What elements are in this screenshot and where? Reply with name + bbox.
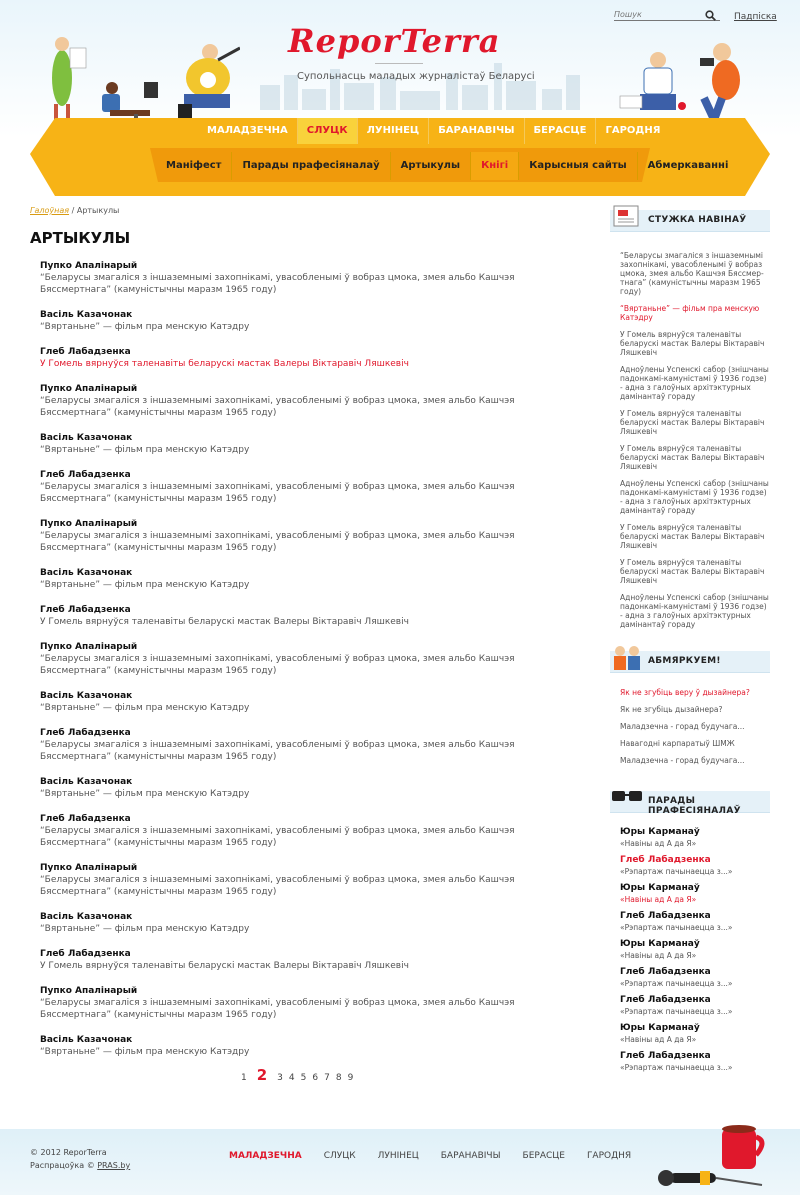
article-author[interactable]: Глеб Лабадзенка <box>40 347 131 357</box>
article-item <box>40 862 570 898</box>
city-nav-item[interactable]: БАРАНАВІЧЫ <box>429 118 524 144</box>
advice-topic[interactable]: «Рэпартаж пачынаецца з...» <box>620 1007 733 1016</box>
article-author[interactable]: Глеб Лабадзенка <box>40 470 131 480</box>
footer-nav-item[interactable]: БАРАНАВІЧЫ <box>440 1151 501 1161</box>
news-feed-item[interactable]: У Гомель вярнуўся таленавіты беларускі мастак Валеры Віктаравіч Ляшкевіч <box>620 330 765 357</box>
developed-by-text: Распрацоўка © <box>30 1161 95 1170</box>
footer-navigation <box>229 1151 653 1161</box>
page-link[interactable]: 6 <box>312 1073 319 1083</box>
article-title-link[interactable]: “Беларусы змагаліся з іншаземнымі захопнікамі, увасобленымі ў вобраз цмока, змея альбо Кашчэя Бяссмертнага” (камуністычны маразм 1965 году) <box>40 740 515 762</box>
advice-topic[interactable]: «Навіны ад А да Я» <box>620 951 697 960</box>
news-feed-header <box>610 210 770 232</box>
section-nav-item[interactable]: Карысныя сайты <box>519 152 637 180</box>
article-title-link[interactable]: “Беларусы змагаліся з іншаземнымі захопнікамі, увасобленымі ў вобраз цмока, змея альбо Кашчэя Бяссмертнага” (камуністычны маразм 1965 году) <box>40 531 515 553</box>
article-item <box>40 641 570 677</box>
article-title-link[interactable]: “Беларусы змагаліся з іншаземнымі захопнікамі, увасобленымі ў вобраз цмока, змея альбо Кашчэя Бяссмертнага” (камуністычны маразм 1965 году) <box>40 826 515 848</box>
article-item <box>40 1034 570 1058</box>
advice-header <box>610 791 770 816</box>
city-skyline-illustration <box>250 55 600 110</box>
current-page[interactable]: 2 <box>256 1066 268 1084</box>
advice-author[interactable]: Юры Карманаў <box>620 939 700 949</box>
advice-author[interactable]: Глеб Лабадзенка <box>620 911 711 921</box>
article-item <box>40 690 570 714</box>
footer-nav-item[interactable]: ГАРОДНЯ <box>586 1151 632 1161</box>
article-item <box>40 309 570 333</box>
glasses-icon <box>610 781 644 813</box>
news-feed-item[interactable]: У Гомель вярнуўся таленавіты беларускі мастак Валеры Віктаравіч Ляшкевіч <box>620 444 765 471</box>
article-author[interactable]: Глеб Лабадзенка <box>40 728 131 738</box>
article-author[interactable]: Глеб Лабадзенка <box>40 814 131 824</box>
footer-nav-item[interactable]: МАЛАДЗЕЧНА <box>229 1151 302 1161</box>
article-title-link[interactable]: У Гомель вярнуўся таленавіты беларускі мастак Валеры Віктаравіч Ляшкевіч <box>40 359 409 369</box>
advice-topic[interactable]: «Рэпартаж пачынаецца з...» <box>620 979 733 988</box>
news-feed-item[interactable]: Адноўлены Успенскі сабор (знішчаны падонкамі-камуністамі ў 1936 годзе) - адна з галоўных архітэктурных дамінантаў гораду <box>620 593 769 629</box>
section-nav-item[interactable]: Маніфест <box>156 152 232 180</box>
discuss-list <box>620 688 770 773</box>
article-title-link[interactable]: “Вяртаньне” — фільм пра менскую Катэдру <box>40 322 250 332</box>
article-author[interactable]: Васіль Казачонак <box>40 568 133 578</box>
article-item <box>40 948 570 972</box>
article-title-link[interactable]: “Вяртаньне” — фільм пра менскую Катэдру <box>40 789 250 799</box>
discuss-item[interactable]: Як не згубіць дызайнера? <box>620 705 723 714</box>
article-title-link[interactable]: “Беларусы змагаліся з іншаземнымі захопнікамі, увасобленымі ў вобраз цмока, змея альбо Кашчэя Бяссмертнага” (камуністычны маразм 1965 году) <box>40 654 515 676</box>
news-feed-item[interactable]: “Беларусы змагаліся з іншаземнымі захопнікамі, увасобленымі ў вобраз цмока, змея альбо Кашчэя Бяссмер- тнага” (камуністычны маразм 1965 году) <box>620 251 764 296</box>
section-navigation <box>156 152 738 180</box>
city-nav-item[interactable]: ЛУНІНЕЦ <box>358 118 430 144</box>
footer-nav-item[interactable]: СЛУЦК <box>323 1151 356 1161</box>
article-author[interactable]: Глеб Лабадзенка <box>40 949 131 959</box>
article-title-link[interactable]: “Вяртаньне” — фільм пра менскую Катэдру <box>40 924 250 934</box>
article-author[interactable]: Пупко Апалінарый <box>40 261 138 271</box>
article-list <box>40 260 570 1071</box>
discuss-header <box>610 651 770 673</box>
advice-author[interactable]: Глеб Лабадзенка <box>620 995 711 1005</box>
article-item <box>40 383 570 419</box>
article-author[interactable]: Васіль Казачонак <box>40 691 133 701</box>
page-link[interactable]: 5 <box>300 1073 307 1083</box>
article-author[interactable]: Пупко Апалінарый <box>40 986 138 996</box>
article-author[interactable]: Васіль Казачонак <box>40 433 133 443</box>
news-feed-list <box>620 251 770 637</box>
news-feed-item[interactable]: У Гомель вярнуўся таленавіты беларускі мастак Валеры Віктаравіч Ляшкевіч <box>620 558 765 585</box>
page-link[interactable]: 1 <box>241 1073 247 1083</box>
article-title-link[interactable]: “Вяртаньне” — фільм пра менскую Катэдру <box>40 703 250 713</box>
article-item <box>40 346 570 370</box>
footer-nav-item[interactable]: ЛУНІНЕЦ <box>377 1151 419 1161</box>
page-title: АРТЫКУЛЫ <box>30 229 131 247</box>
advice-author[interactable]: Юры Карманаў <box>620 1023 700 1033</box>
subscribe-link[interactable]: Падпіска <box>734 12 777 22</box>
article-item <box>40 776 570 800</box>
article-title-link[interactable]: У Гомель вярнуўся таленавіты беларускі мастак Валеры Віктаравіч Ляшкевіч <box>40 961 409 971</box>
discuss-item[interactable]: Маладзечна - горад будучага... <box>620 756 745 765</box>
city-nav-item[interactable]: БЕРАСЦЕ <box>525 118 597 144</box>
article-author[interactable]: Пупко Апалінарый <box>40 519 138 529</box>
article-title-link[interactable]: “Беларусы змагаліся з іншаземнымі захопнікамі, увасобленымі ў вобраз цмока, змея альбо Кашчэя Бяссмертнага” (камуністычны маразм 1965 году) <box>40 273 515 295</box>
article-item <box>40 469 570 505</box>
advice-author[interactable]: Юры Карманаў <box>620 827 700 837</box>
article-author[interactable]: Васіль Казачонак <box>40 310 133 320</box>
article-author[interactable]: Пупко Апалінарый <box>40 642 138 652</box>
discuss-item[interactable]: Як не згубіць веру ў дызайнера? <box>620 688 750 697</box>
advice-topic[interactable]: «Навіны ад А да Я» <box>620 895 697 904</box>
article-author[interactable]: Васіль Казачонак <box>40 777 133 787</box>
article-item <box>40 260 570 296</box>
article-item <box>40 518 570 554</box>
footer-nav-item[interactable]: БЕРАСЦЕ <box>522 1151 565 1161</box>
news-feed-title: СТУЖКА НАВІНАЎ <box>648 215 747 225</box>
article-item <box>40 567 570 591</box>
article-title-link[interactable]: “Вяртаньне” — фільм пра менскую Катэдру <box>40 580 250 590</box>
advice-author[interactable]: Глеб Лабадзенка <box>620 967 711 977</box>
city-nav-item[interactable]: СЛУЦК <box>298 118 358 144</box>
advice-list <box>620 826 770 1078</box>
copyright-text: © 2012 ReporTerra <box>30 1148 107 1157</box>
logo-divider <box>375 63 423 64</box>
section-nav-item[interactable]: Артыкулы <box>391 152 471 180</box>
site-tagline: Супольнасць маладых журналістаў Беларусі <box>297 71 535 82</box>
breadcrumb-separator: / <box>71 206 75 215</box>
article-title-link[interactable]: У Гомель вярнуўся таленавіты беларускі мастак Валеры Віктаравіч Ляшкевіч <box>40 617 409 627</box>
article-item <box>40 432 570 456</box>
discuss-item[interactable]: Навагодні карпаратыў ШМЖ <box>620 739 735 748</box>
article-title-link[interactable]: “Беларусы змагаліся з іншаземнымі захопнікамі, увасобленымі ў вобраз цмока, змея альбо Кашчэя Бяссмертнага” (камуністычны маразм 1965 году) <box>40 998 515 1020</box>
article-title-link[interactable]: “Беларусы змагаліся з іншаземнымі захопнікамі, увасобленымі ў вобраз цмока, змея альбо Кашчэя Бяссмертнага” (камуністычны маразм 1965 году) <box>40 482 515 504</box>
news-feed-item[interactable]: У Гомель вярнуўся таленавіты беларускі мастак Валеры Віктаравіч Ляшкевіч <box>620 409 765 436</box>
advice-author[interactable]: Глеб Лабадзенка <box>620 1051 711 1061</box>
people-talking-icon <box>610 641 644 673</box>
footer <box>0 1129 800 1195</box>
article-author[interactable]: Пупко Апалінарый <box>40 863 138 873</box>
city-nav-item[interactable]: ГАРОДНЯ <box>605 125 661 136</box>
search-input[interactable] <box>614 8 704 20</box>
advice-topic[interactable]: «Навіны ад А да Я» <box>620 839 697 848</box>
breadcrumb <box>30 206 119 215</box>
news-feed-item[interactable]: Адноўлены Успенскі сабор (знішчаны падонкамі-камуністамі ў 1936 годзе) - адна з галоўных архітэктурных дамінантаў гораду <box>620 479 769 515</box>
developer-link[interactable]: PRAS.by <box>97 1161 131 1170</box>
article-title-link[interactable]: “Беларусы змагаліся з іншаземнымі захопнікамі, увасобленымі ў вобраз цмока, змея альбо Кашчэя Бяссмертнага” (камуністычны маразм 1965 году) <box>40 396 515 418</box>
page-link[interactable]: 4 <box>288 1073 295 1083</box>
section-nav-item[interactable]: Абмеркаванні <box>647 160 729 171</box>
discuss-item[interactable]: Маладзечна - горад будучага... <box>620 722 745 731</box>
article-title-link[interactable]: “Беларусы змагаліся з іншаземнымі захопнікамі, увасобленымі ў вобраз цмока, змея альбо Кашчэя Бяссмертнага” (камуністычны маразм 1965 году) <box>40 875 515 897</box>
advice-topic[interactable]: «Рэпартаж пачынаецца з...» <box>620 1063 733 1072</box>
article-author[interactable]: Глеб Лабадзенка <box>40 605 131 615</box>
discuss-title: АБМЯРКУЕМ! <box>648 656 721 666</box>
advice-title: ПАРАДЫ ПРАФЕСІЯНАЛАЎ <box>648 796 741 816</box>
pagination <box>238 1066 356 1084</box>
section-nav-item[interactable]: Кнігі <box>471 152 519 180</box>
city-navigation <box>198 118 669 144</box>
article-item <box>40 727 570 763</box>
news-feed-item[interactable]: Адноўлены Успенскі сабор (знішчаны падонкамі-камуністамі ў 1936 годзе) - адна з галоўных архітэктурных дамінантаў гораду <box>620 365 769 401</box>
article-title-link[interactable]: “Вяртаньне” — фільм пра менскую Катэдру <box>40 445 250 455</box>
advice-author[interactable]: Юры Карманаў <box>620 883 700 893</box>
news-feed-item[interactable]: У Гомель вярнуўся таленавіты беларускі мастак Валеры Віктаравіч Ляшкевіч <box>620 523 765 550</box>
page-link[interactable]: 9 <box>347 1073 354 1083</box>
breadcrumb-home-link[interactable]: Галоўная <box>30 206 70 215</box>
article-item <box>40 911 570 935</box>
article-author[interactable]: Пупко Апалінарый <box>40 384 138 394</box>
article-item <box>40 813 570 849</box>
article-title-link[interactable]: “Вяртаньне” — фільм пра менскую Катэдру <box>40 1047 250 1057</box>
article-author[interactable]: Васіль Казачонак <box>40 1035 133 1045</box>
advice-topic[interactable]: «Навіны ад А да Я» <box>620 1035 697 1044</box>
advice-topic[interactable]: «Рэпартаж пачынаецца з...» <box>620 923 733 932</box>
search-icon[interactable] <box>705 10 716 21</box>
coffee-cup-microphone-icon <box>650 1121 770 1195</box>
advice-topic[interactable]: «Рэпартаж пачынаецца з...» <box>620 867 733 876</box>
section-nav-item[interactable]: Парады прафесіяналаў <box>232 152 390 180</box>
breadcrumb-current: Артыкулы <box>76 206 120 215</box>
city-nav-item[interactable]: МАЛАДЗЕЧНА <box>198 118 298 144</box>
page-link[interactable]: 8 <box>335 1073 342 1083</box>
site-logo[interactable]: ReporTerra <box>288 22 501 60</box>
article-item <box>40 604 570 628</box>
article-item <box>40 985 570 1021</box>
newspaper-icon <box>610 200 644 232</box>
footer-copyright <box>30 1146 130 1172</box>
advice-author[interactable]: Глеб Лабадзенка <box>620 855 711 865</box>
page-link[interactable]: 3 <box>277 1073 283 1083</box>
page-link[interactable]: 7 <box>324 1073 330 1083</box>
header <box>0 0 800 196</box>
article-author[interactable]: Васіль Казачонак <box>40 912 133 922</box>
news-feed-item[interactable]: “Вяртаньне” — фільм пра менскую Катэдру <box>620 304 760 322</box>
